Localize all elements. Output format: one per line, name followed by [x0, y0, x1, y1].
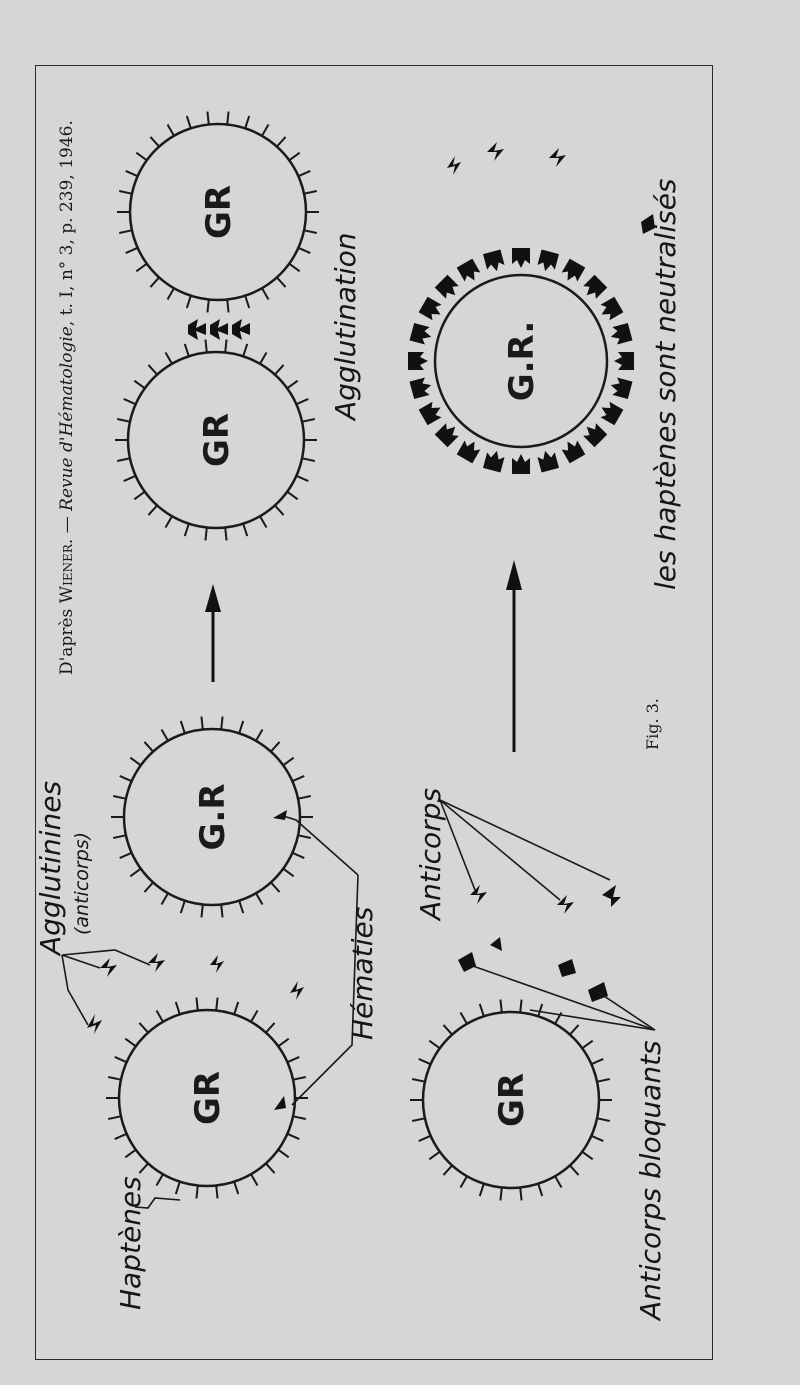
- hapten-tick: [582, 1152, 593, 1160]
- hapten-tick: [298, 248, 310, 253]
- hapten-tick: [216, 998, 217, 1011]
- figure-caption: Fig. 3.: [643, 698, 662, 750]
- hapten-tick: [289, 264, 300, 272]
- hapten-tick: [130, 869, 141, 877]
- hapten-tick: [243, 344, 247, 356]
- hapten-tick: [296, 476, 308, 481]
- hapten-tick: [480, 1004, 484, 1016]
- hapten-tick: [117, 419, 130, 422]
- label-anticorps-paren: (anticorps): [71, 831, 93, 935]
- hapten-tick: [181, 901, 185, 913]
- hapten-tick: [176, 1182, 180, 1194]
- hapten-tick: [144, 742, 153, 752]
- hapten-tick: [162, 893, 169, 904]
- hapten-tick: [278, 1150, 289, 1158]
- hapten-tick: [283, 869, 294, 877]
- hapten-tick: [520, 1000, 521, 1013]
- hapten-tick: [139, 1163, 148, 1173]
- blocking-antibody: [435, 275, 462, 302]
- blocking-antibody: [560, 437, 586, 463]
- hapten-tick: [251, 1011, 258, 1022]
- hapten-tick: [148, 365, 157, 375]
- hapten-tick: [597, 1118, 610, 1121]
- hapten-tick: [239, 901, 243, 913]
- red-cell-blocking-antibodies: [410, 1000, 612, 1201]
- hapten-tick: [292, 776, 304, 781]
- blocking-antibody: [536, 449, 559, 473]
- hapten-tick: [283, 758, 294, 766]
- hapten-tick: [429, 1041, 440, 1049]
- hapten-tick: [187, 116, 191, 128]
- blocking-antibody: [457, 259, 483, 285]
- hapten-tick: [287, 1057, 299, 1062]
- hapten-tick: [134, 492, 145, 500]
- label-anticorps-bloquants: Anticorps bloquants: [634, 1040, 667, 1320]
- blocking-antibody: [483, 250, 506, 274]
- hapten-tick: [187, 296, 191, 308]
- hapten-tick: [166, 353, 173, 364]
- red-cell-haptenes: [106, 998, 308, 1199]
- hapten-tick: [256, 730, 263, 741]
- hapten-tick: [262, 125, 269, 136]
- hapten-tick: [298, 835, 311, 838]
- hapten-tick: [136, 153, 147, 161]
- hapten-tick: [461, 1013, 468, 1024]
- hapten-tick: [293, 1116, 306, 1119]
- hapten-tick: [124, 399, 136, 404]
- hapten-tick: [234, 1002, 238, 1014]
- hapten-tick: [266, 1163, 275, 1173]
- hapten-tick: [205, 340, 206, 353]
- cell-label: GR: [197, 412, 237, 468]
- hapten-tick: [292, 853, 304, 858]
- hapten-tick: [157, 1174, 164, 1185]
- header-text: D'après Wiener. — Revue d'Hématologie, t. I, n° 3, p. 239, 1946.: [57, 120, 77, 675]
- hapten-tick: [126, 248, 138, 253]
- label-agglutinines: Agglutinines: [34, 780, 67, 955]
- hapten-tick: [271, 882, 280, 892]
- hapten-tick: [139, 1023, 148, 1033]
- label-agglutination: Agglutination: [329, 232, 362, 420]
- hapten-tick: [260, 353, 267, 364]
- arrow-bottom: [506, 560, 522, 752]
- hapten-tick: [119, 230, 132, 233]
- hapten-tick: [412, 1118, 425, 1121]
- hapten-tick: [443, 1165, 452, 1175]
- hapten-tick: [582, 1041, 593, 1049]
- label-haptenes: Haptènes: [114, 1176, 147, 1310]
- hapten-tick: [125, 1150, 136, 1158]
- hapten-tick: [166, 516, 173, 527]
- hapten-tick: [302, 458, 315, 461]
- hapten-tick: [245, 296, 249, 308]
- hapten-tick: [115, 1057, 127, 1062]
- hapten-tick: [480, 1184, 484, 1196]
- hapten-tick: [185, 344, 189, 356]
- hapten-tick: [216, 1186, 217, 1199]
- hapten-tick: [243, 524, 247, 536]
- blocking-antibody: [512, 248, 530, 268]
- hapten-tick: [277, 137, 286, 147]
- hapten-tick: [168, 288, 175, 299]
- blocking-antibody: [580, 420, 607, 447]
- hapten-tick: [134, 381, 145, 389]
- red-cell-neutralized: [408, 248, 634, 474]
- hapten-tick: [227, 300, 228, 313]
- hapten-tick: [120, 776, 132, 781]
- blocking-antibody: [408, 352, 428, 370]
- blocking-antibody: [609, 376, 633, 399]
- blocking-antibody: [457, 437, 483, 463]
- hapten-tick: [150, 277, 159, 287]
- label-haptenes-neutralises: les haptènes sont neutralisés: [649, 178, 682, 590]
- arrow-top: [205, 584, 221, 682]
- cell-label: GR: [188, 1070, 228, 1126]
- cell-label: G.R: [193, 783, 233, 851]
- hapten-tick: [570, 1025, 579, 1035]
- hapten-tick: [157, 1011, 164, 1022]
- cell-label: GR: [492, 1072, 532, 1128]
- agglutinin-bridges: [188, 319, 250, 340]
- hapten-tick: [125, 1039, 136, 1047]
- hapten-tick: [196, 998, 197, 1011]
- hapten-tick: [304, 191, 317, 194]
- hapten-tick: [196, 1186, 197, 1199]
- hapten-tick: [443, 1025, 452, 1035]
- red-cell-agglutinated-right: [117, 112, 319, 313]
- hapten-tick: [117, 458, 130, 461]
- hapten-tick: [201, 717, 202, 730]
- hapten-tick: [538, 1184, 542, 1196]
- hapten-tick: [296, 399, 308, 404]
- hapten-tick: [181, 721, 185, 733]
- hapten-tick: [205, 528, 206, 541]
- hapten-tick: [185, 524, 189, 536]
- hapten-tick: [278, 1039, 289, 1047]
- hapten-tick: [412, 1079, 425, 1082]
- hapten-tick: [130, 758, 141, 766]
- blocking-antibody: [512, 454, 530, 474]
- hapten-tick: [262, 288, 269, 299]
- hapten-tick: [119, 191, 132, 194]
- hapten-tick: [201, 905, 202, 918]
- hapten-tick: [298, 796, 311, 799]
- hapten-tick: [108, 1077, 121, 1080]
- blocking-antibody: [483, 449, 506, 473]
- hapten-tick: [287, 381, 298, 389]
- hapten-tick: [293, 1077, 306, 1080]
- hapten-tick: [419, 1136, 431, 1141]
- hapten-tick: [115, 1134, 127, 1139]
- hapten-tick: [302, 419, 315, 422]
- hapten-tick: [162, 730, 169, 741]
- blocking-antibody: [609, 323, 633, 346]
- cell-label: GR: [199, 184, 239, 240]
- blocking-antibody: [560, 259, 586, 285]
- hapten-tick: [120, 853, 132, 858]
- hapten-tick: [555, 1176, 562, 1187]
- hapten-tick: [207, 300, 208, 313]
- hapten-tick: [538, 1004, 542, 1016]
- hapten-tick: [520, 1188, 521, 1201]
- hapten-tick: [289, 153, 300, 161]
- hapten-tick: [234, 1182, 238, 1194]
- blocking-antibody: [419, 297, 445, 323]
- hapten-tick: [419, 1059, 431, 1064]
- hapten-tick: [176, 1002, 180, 1014]
- hapten-tick: [221, 905, 222, 918]
- hapten-tick: [570, 1165, 579, 1175]
- cell-label: G.R.: [502, 320, 542, 402]
- red-cell-agglutinated-left: [115, 340, 317, 541]
- hapten-tick: [266, 1023, 275, 1033]
- hapten-tick: [591, 1136, 603, 1141]
- hapten-tick: [287, 492, 298, 500]
- hapten-tick: [227, 112, 228, 125]
- hapten-tick: [597, 1079, 610, 1082]
- hapten-tick: [225, 528, 226, 541]
- hapten-tick: [113, 796, 126, 799]
- hapten-tick: [113, 835, 126, 838]
- hapten-tick: [245, 116, 249, 128]
- hapten-tick: [271, 742, 280, 752]
- hapten-tick: [239, 721, 243, 733]
- hapten-tick: [298, 171, 310, 176]
- hapten-tick: [225, 340, 226, 353]
- label-hematies: Hématies: [346, 906, 379, 1040]
- hapten-tick: [108, 1116, 121, 1119]
- hapten-tick: [287, 1134, 299, 1139]
- label-anticorps: Anticorps: [414, 787, 447, 920]
- blocking-antibody: [410, 323, 434, 346]
- blocking-antibody: [580, 275, 607, 302]
- hapten-tick: [256, 893, 263, 904]
- hapten-tick: [150, 137, 159, 147]
- hapten-tick: [124, 476, 136, 481]
- blocking-antibody: [597, 400, 623, 426]
- hapten-tick: [275, 365, 284, 375]
- hapten-tick: [500, 1000, 501, 1013]
- hapten-tick: [136, 264, 147, 272]
- blocking-antibody: [435, 420, 462, 447]
- hapten-tick: [461, 1176, 468, 1187]
- hapten-tick: [275, 505, 284, 515]
- hapten-tick: [126, 171, 138, 176]
- hapten-tick: [591, 1059, 603, 1064]
- blocking-antibody: [419, 400, 445, 426]
- blocking-antibody: [614, 352, 634, 370]
- hapten-tick: [221, 717, 222, 730]
- hapten-tick: [168, 125, 175, 136]
- hapten-tick: [277, 277, 286, 287]
- blocking-antibody: [536, 250, 559, 274]
- hapten-tick: [260, 516, 267, 527]
- hapten-tick: [304, 230, 317, 233]
- free-agglutinins: [87, 810, 304, 1110]
- hapten-tick: [251, 1174, 258, 1185]
- hapten-tick: [144, 882, 153, 892]
- hapten-tick: [429, 1152, 440, 1160]
- hapten-tick: [148, 505, 157, 515]
- hapten-tick: [500, 1188, 501, 1201]
- blocking-antibody: [597, 297, 623, 323]
- blocking-antibody: [410, 376, 434, 399]
- hapten-tick: [207, 112, 208, 125]
